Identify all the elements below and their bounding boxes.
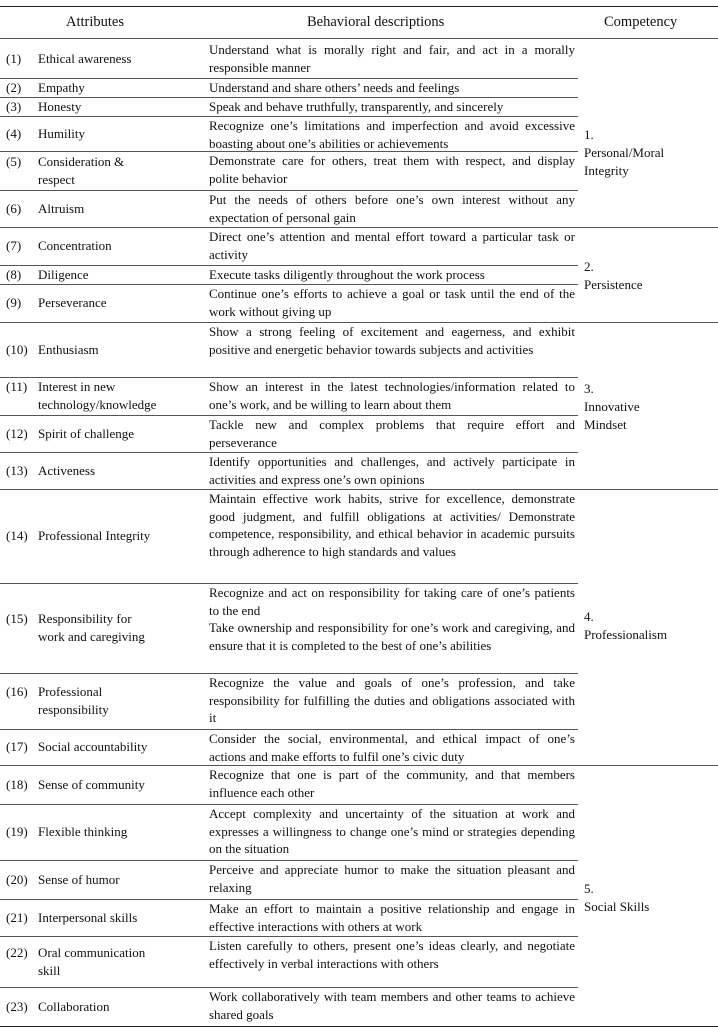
behavioral-description	[209, 41, 575, 76]
competency-number: 4.	[584, 609, 594, 624]
competency-label	[584, 880, 649, 916]
attribute-name-line: Consideration &	[38, 153, 125, 169]
competency-number: 2.	[584, 259, 594, 274]
competency-name-line: Innovative	[584, 399, 640, 414]
attribute-name	[38, 425, 134, 443]
description-paragraph: Show a strong feeling of excitement and eagerness, and exhibit positive and energetic behavior towards subjects and activities	[209, 324, 575, 357]
attribute-name-line: skill	[38, 962, 61, 978]
behavioral-description	[209, 584, 575, 654]
behavioral-description	[209, 937, 575, 972]
description-paragraph: Put the needs of others before one’s own interest without any expectation of personal gain	[209, 192, 575, 225]
attribute-name	[38, 610, 145, 646]
attribute-number: (5)	[6, 153, 22, 169]
behavioral-description	[209, 266, 575, 284]
attribute-number: (18)	[6, 776, 28, 792]
description-paragraph: Accept complexity and uncertainty of the situation at work and expresses a willingness to change one’s mind or strategies depending on the situation	[209, 806, 575, 856]
attribute-name	[38, 683, 109, 719]
description-paragraph: Listen carefully to others, present one’s ideas clearly, and negotiate effectively in verbal interactions with others	[209, 938, 575, 971]
behavioral-description	[209, 378, 575, 413]
attribute-number: (9)	[6, 295, 22, 310]
attribute-name	[38, 266, 89, 284]
description-paragraph: Show an interest in the latest technologies/information related to one’s work, and be willing to learn about them	[209, 379, 575, 412]
description-paragraph: Direct one’s attention and mental effort toward a particular task or activity	[209, 229, 575, 262]
competency-name-line: Personal/Moral	[584, 145, 665, 160]
attribute-name-line: Diligence	[38, 266, 89, 282]
behavioral-description	[209, 861, 575, 896]
attribute-name-line: Professional Integrity	[38, 528, 151, 543]
attribute-name	[38, 998, 110, 1016]
behavioral-description	[209, 323, 575, 358]
attribute-number: (1)	[6, 51, 22, 66]
behavioral-description	[209, 490, 575, 560]
attribute-number: (20)	[6, 871, 28, 887]
attribute-name-line: Empathy	[38, 79, 85, 95]
attribute-name-line: responsibility	[38, 702, 109, 717]
competency-name-line: Social Skills	[584, 899, 650, 914]
attribute-name-line: Perseverance	[38, 295, 107, 310]
description-paragraph: Understand and share others’ needs and feelings	[209, 80, 460, 95]
attribute-name-line: Social accountability	[38, 739, 148, 754]
attribute-name-line: Spirit of challenge	[38, 425, 135, 441]
attribute-name	[38, 527, 150, 545]
behavioral-description	[209, 285, 575, 320]
description-paragraph: Perceive and appreciate humor to make the situation pleasant and relaxing	[209, 862, 575, 895]
competency-name-line: Professionalism	[584, 627, 668, 642]
description-paragraph: Work collaboratively with team members and other teams to achieve shared goals	[209, 989, 575, 1022]
attribute-name	[38, 79, 85, 97]
attribute-name-line: Professional	[38, 684, 103, 699]
attribute-name	[38, 823, 127, 841]
behavioral-description	[209, 988, 575, 1023]
attribute-name-line: Collaboration	[38, 998, 110, 1014]
competency-label	[584, 380, 640, 434]
description-paragraph: Take ownership and responsibility for one’s work and caregiving, and ensure that it is completed to the best of one’s abilities	[209, 620, 575, 653]
behavioral-description	[209, 674, 575, 727]
attribute-number: (13)	[6, 462, 28, 478]
competency-name-line: Persistence	[584, 277, 643, 292]
attribute-name	[38, 125, 85, 143]
behavioral-description	[209, 453, 575, 488]
attribute-number: (19)	[6, 824, 28, 839]
behavioral-description	[209, 117, 575, 152]
behavioral-description	[209, 191, 575, 226]
attribute-number: (8)	[6, 266, 22, 282]
attribute-name	[38, 909, 137, 927]
attribute-number: (6)	[6, 200, 22, 216]
attribute-name	[38, 294, 107, 312]
attribute-number: (21)	[6, 909, 28, 925]
attribute-name-line: respect	[38, 171, 75, 187]
description-paragraph: Demonstrate care for others, treat them with respect, and display polite behavior	[209, 153, 575, 186]
behavioral-description	[209, 228, 575, 263]
attribute-number: (10)	[6, 341, 28, 357]
attribute-name-line: Honesty	[38, 98, 82, 114]
attribute-number: (11)	[6, 379, 28, 394]
attribute-number: (16)	[6, 684, 28, 699]
attribute-name	[38, 237, 112, 255]
attribute-name	[38, 462, 95, 480]
behavioral-description	[209, 79, 575, 97]
competency-name-line: Integrity	[584, 163, 629, 178]
attribute-name-line: Sense of community	[38, 776, 145, 792]
description-paragraph: Recognize and act on responsibility for taking care of one’s patients to the end	[209, 585, 575, 618]
competency-number: 5.	[584, 881, 594, 896]
attribute-name	[38, 871, 120, 889]
competency-label	[584, 126, 664, 180]
description-paragraph: Identify opportunities and challenges, and actively participate in activities and express one’s own opinions	[209, 454, 575, 487]
table-top-rule	[0, 6, 718, 7]
description-paragraph: Speak and behave truthfully, transparently, and sincerely	[209, 99, 504, 114]
attribute-name	[38, 98, 81, 116]
attribute-name-line: Ethical awareness	[38, 51, 132, 66]
header-attributes: Attributes	[66, 14, 124, 30]
competency-number: 1.	[584, 127, 594, 142]
competency-label	[584, 608, 667, 644]
attribute-name-line: Altruism	[38, 200, 85, 216]
attribute-number: (12)	[6, 425, 28, 441]
description-paragraph: Understand what is morally right and fair, and act in a morally responsible manner	[209, 42, 575, 75]
attribute-name	[38, 50, 131, 68]
competency-name-line: Mindset	[584, 417, 627, 432]
attribute-name-line: Concentration	[38, 238, 112, 253]
attribute-name-line: Oral communication	[38, 944, 146, 960]
description-paragraph: Make an effort to maintain a positive relationship and engage in effective interactions with others at work	[209, 901, 575, 934]
behavioral-description	[209, 766, 575, 801]
header-rule	[0, 38, 718, 39]
attribute-name-line: Sense of humor	[38, 871, 120, 887]
behavioral-description	[209, 98, 575, 116]
attribute-name	[38, 378, 156, 414]
attribute-name	[38, 738, 147, 756]
attribute-number: (15)	[6, 611, 28, 626]
attribute-name-line: technology/knowledge	[38, 397, 157, 412]
description-paragraph: Continue one’s efforts to achieve a goal or task until the end of the work without giving up	[209, 286, 575, 319]
attribute-name-line: Flexible thinking	[38, 824, 128, 839]
attribute-name	[38, 776, 145, 794]
description-paragraph: Consider the social, environmental, and ethical impact of one’s actions and make efforts to fulfil one’s civic duty	[209, 731, 575, 764]
attribute-name	[38, 200, 84, 218]
attribute-number: (4)	[6, 125, 22, 141]
behavioral-description	[209, 805, 575, 858]
attribute-number: (22)	[6, 944, 28, 960]
attribute-name	[38, 153, 124, 189]
competency-label	[584, 258, 642, 294]
attribute-name-line: Interpersonal skills	[38, 909, 138, 925]
description-paragraph: Recognize the value and goals of one’s profession, and take responsibility for fulfilling the duties and obligations associated with it	[209, 675, 575, 725]
behavioral-description	[209, 416, 575, 451]
table-bottom-rule	[0, 1026, 718, 1027]
attribute-name	[38, 341, 99, 359]
attribute-number: (2)	[6, 79, 22, 95]
description-paragraph: Maintain effective work habits, strive for excellence, demonstrate good judgment, and fulfill obligations at activities/ Demonstrate competence, responsibility, and ethical behavior in academic pursuits through adherence to high standards and values	[209, 491, 575, 559]
attribute-number: (14)	[6, 528, 28, 543]
attribute-name-line: work and caregiving	[38, 629, 145, 644]
attribute-name-line: Enthusiasm	[38, 341, 99, 357]
attribute-number: (17)	[6, 739, 28, 754]
behavioral-description	[209, 152, 575, 187]
behavioral-description	[209, 900, 575, 935]
attribute-name-line: Responsibility for	[38, 611, 132, 626]
attribute-name-line: Interest in new	[38, 379, 116, 394]
description-paragraph: Recognize one’s limitations and imperfection and avoid excessive boasting about one’s abilities or achievements	[209, 118, 575, 151]
attribute-name-line: Humility	[38, 125, 85, 141]
description-paragraph: Execute tasks diligently throughout the work process	[209, 267, 485, 282]
attribute-number: (3)	[6, 98, 22, 114]
attribute-number: (23)	[6, 998, 28, 1014]
header-descriptions: Behavioral descriptions	[307, 14, 445, 30]
attribute-name-line: Activeness	[38, 462, 96, 478]
behavioral-description	[209, 730, 575, 765]
attribute-name	[38, 944, 145, 980]
description-paragraph: Recognize that one is part of the community, and that members influence each other	[209, 767, 575, 800]
attribute-number: (7)	[6, 238, 22, 253]
header-competency: Competency	[604, 14, 678, 30]
description-paragraph: Tackle new and complex problems that require effort and perseverance	[209, 417, 575, 450]
competency-number: 3.	[584, 381, 594, 396]
